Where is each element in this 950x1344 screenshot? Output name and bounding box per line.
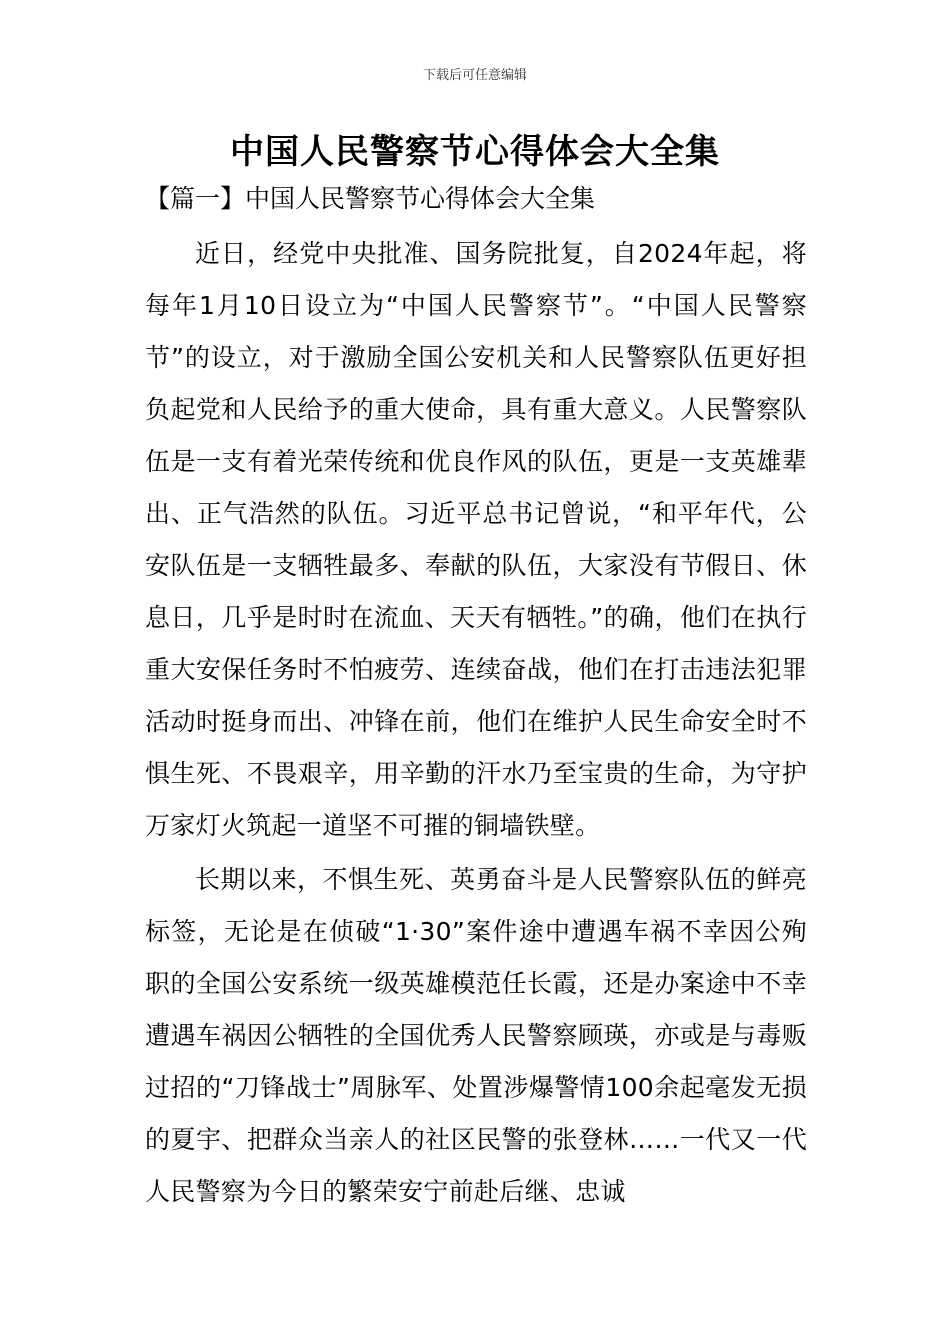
section-heading: 【篇一】中国人民警察节心得体会大全集 <box>145 184 596 213</box>
document-title: 中国人民警察节心得体会大全集 <box>230 132 720 172</box>
document-body <box>145 228 807 1218</box>
paragraph-1: 近日，经党中央批准、国务院批复，自2024年起，将每年1月10日设立为“中国人民警察节”。“中国人民警察节”的设立，对于激励全国公安机关和人民警察队伍更好担负起党和人民给予的重大使命，具有重大意义。人民警察队伍是一支有着光荣传统和优良作风的队伍，更是一支英雄辈出、正气浩然的队伍。习近平总书记曾说，“和平年代，公安队伍是一支牺牲最多、奉献的队伍，大家没有节假日、休息日，几乎是时时在流血、天天有牺牲。”的确，他们在执行重大安保任务时不怕疲劳、连续奋战，他们在打击违法犯罪活动时挺身而出、冲锋在前，他们在维护人民生命安全时不惧生死、不畏艰辛，用辛勤的汗水乃至宝贵的生命，为守护万家灯火筑起一道坚不可摧的铜墙铁壁。 <box>145 239 807 840</box>
header-note: 下载后可任意编辑 <box>422 68 527 83</box>
paragraph-2: 长期以来，不惧生死、英勇奋斗是人民警察队伍的鲜亮标签，无论是在侦破“1·30”案件途中遭遇车祸不幸因公殉职的全国公安系统一级英雄模范任长霞，还是办案途中不幸遭遇车祸因公牺牲的全国优秀人民警察顾瑛，亦或是与毒贩过招的“刀锋战士”周脉军、处置涉爆警情100余起毫发无损的夏宇、把群众当亲人的社区民警的张登林……一代又一代人民警察为今日的繁荣安宁前赴后继、忠诚 <box>145 865 807 1206</box>
